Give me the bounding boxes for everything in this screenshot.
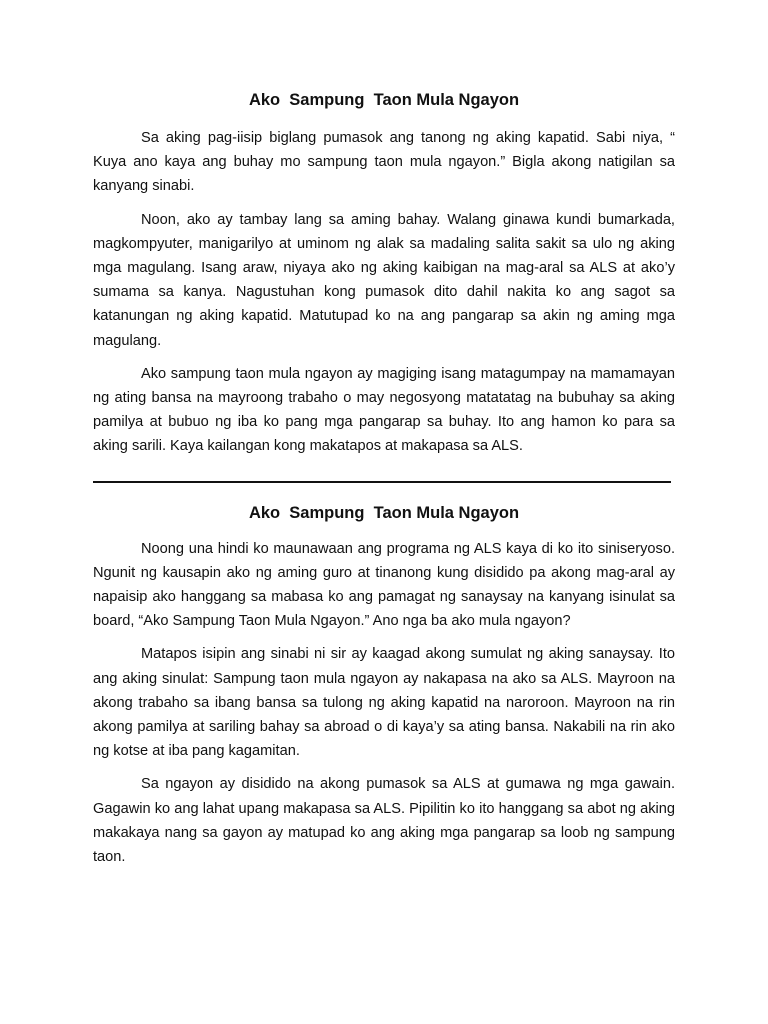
paragraph: Noong una hindi ko maunawaan ang programa ng ALS kaya di ko ito siniseryoso. Ngunit ng kausapin ako ng aming guro at tinanong kung disidido pa akong mag-aral ay napaisip ako hanggang sa mabasa ko ang pamagat ng sanaysay na kanyang isinulat sa board, “Ako Sampung Taon Mula Ngayon.” Ano nga ba ako mula ngayon? <box>93 540 675 630</box>
document-page <box>93 88 675 878</box>
essay-1 <box>93 88 675 459</box>
section-divider <box>93 481 671 483</box>
paragraph: Ako sampung taon mula ngayon ay magiging isang matagumpay na mamamayan ng ating bansa na mayroong trabaho o may negosyong matatatag na bubuhay sa aking pamilya at bubuo ng iba ko pang mga pangarap sa buhay. Ito ang hamon ko para sa aking sarili. Kaya kailangan kong makatapos at makapasa sa ALS. <box>93 365 675 455</box>
essay-2 <box>93 501 675 870</box>
paragraph: Sa ngayon ay disidido na akong pumasok sa ALS at gumawa ng mga gawain. Gagawin ko ang lahat upang makapasa sa ALS. Pipilitin ko ito hanggang sa abot ng aking makakaya nang sa gayon ay matupad ko ang aking mga pangarap sa loob ng sampung taon. <box>93 776 675 866</box>
paragraph: Sa aking pag-iisip biglang pumasok ang tanong ng aking kapatid. Sabi niya, “ Kuya ano kaya ang buhay mo sampung taon mula ngayon.” Bigla akong natigilan sa kanyang sinabi. <box>93 130 675 195</box>
paragraph: Matapos isipin ang sinabi ni sir ay kaagad akong sumulat ng aking sanaysay. Ito ang aking sinulat: Sampung taon mula ngayon ay nakapasa na ako sa ALS. Mayroon na akong trabaho sa ibang bansa sa tulong ng aking kapatid na naroroon. Mayroon na rin akong pamilya at sariling bahay sa abroad o di kaya’y sa ating bansa. Nakabili na rin ako ng kotse at iba pang kagamitan. <box>93 646 675 760</box>
essay-title: Ako Sampung Taon Mula Ngayon <box>248 91 520 109</box>
paragraph: Noon, ako ay tambay lang sa aming bahay. Walang ginawa kundi bumarkada, magkompyuter, manigarilyo at uminom ng alak sa madaling salita sakit sa ulo ng aking mga magulang. Isang araw, niyaya ako ng aking kaibigan na mag-aral sa ALS at ako’y sumama sa kanya. Nagustuhan kong pumasok dito dahil nakita ko ang sagot sa katanungan ng aking kapatid. Matutupad ko na ang pangarap sa akin ng aming mga magulang. <box>93 211 675 349</box>
essay-title: Ako Sampung Taon Mula Ngayon <box>248 503 520 522</box>
